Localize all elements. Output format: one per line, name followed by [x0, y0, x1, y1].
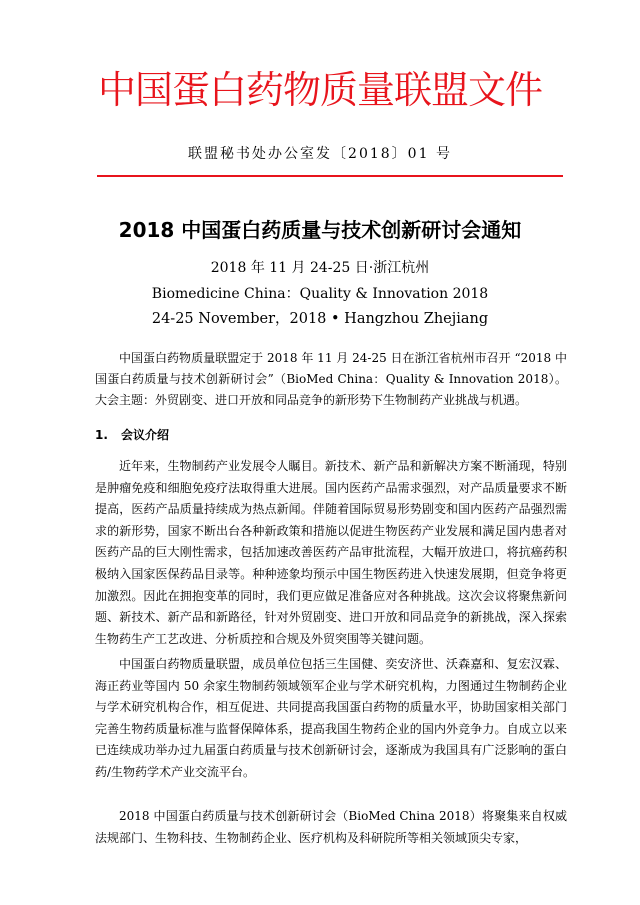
intro-paragraph: 中国蛋白药物质量联盟定于 2018 年 11 月 24-25 日在浙江省杭州市召开 “2018 中国蛋白药质量与技术创新研讨会”（BioMed China：Quality & Innovation 2018）。大会主题：外贸剧变、进口开放和同品竞争的新形势下生物制药产业挑战与机遇。 [95, 351, 567, 407]
red-divider-line [97, 175, 563, 177]
body-paragraph-2: 中国蛋白药物质量联盟，成员单位包括三生国健、奕安济世、沃森嘉和、复宏汉霖、海正药业等国内 50 余家生物制药领域领军企业与学术研究机构，力图通过生物制药企业与学术研究机构合作，相互促进、共同提高我国蛋白药物的质量水平，协助国家相关部门完善生物药质量标准与监督保障体系，提高我国生物药企业的国内外竞争力。自成立以来已连续成功举办过九届蛋白药质量与技术创新研讨会，逐渐成为我国具有广泛影响的蛋白药/生物药学术产业交流平台。 [95, 657, 567, 779]
body-paragraph-3: 2018 中国蛋白药质量与技术创新研讨会（BioMed China 2018）将聚集来自权威法规部门、生物科技、生物制药企业、医疗机构及科研院所等相关领域顶尖专家， [95, 809, 567, 845]
notice-title: 2018 中国蛋白药质量与技术创新研讨会通知 [118, 218, 522, 242]
date-location-cn: 2018 年 11 月 24-25 日·浙江杭州 [210, 260, 430, 276]
date-location-en: 24-25 November，2018 • Hangzhou Zhejiang [151, 311, 489, 327]
document-number: 联盟秘书处办公室发〔2018〕01 号 [188, 146, 452, 162]
body-paragraph-1: 近年来，生物制药产业发展令人瞩目。新技术、新产品和新解决方案不断涌现，特别是肿瘤免疫和细胞免疫疗法取得重大进展。国内医药产品需求强烈，对产品质量要求不断提高，医药产品质量持续成为热点新闻。伴随着国际贸易形势剧变和国内医药产品强烈需求的新形势，国家不断出台各种新政策和措施以促进生物医药产业发展和满足国内患者对医药产品的巨大刚性需求，包括加速改善医药产品审批流程，大幅开放进口，将抗癌药积极纳入国家医保药品目录等。种种迹象均预示中国生物医药进入快速发展期，但竞争将更加激烈。因此在拥抱变革的同时，我们更应做足准备应对各种挑战。这次会议将聚焦新问题、新技术、新产品和新路径，针对外贸剧变、进口开放和同品竞争的新挑战，深入探索生物药生产工艺改进、分析质控和合规及外贸突围等关键问题。 [95, 459, 567, 646]
section-heading-text: 会议介绍 [121, 428, 170, 442]
section-number: 1. [95, 428, 108, 442]
section-heading [95, 424, 169, 446]
english-event-name: Biomedicine China：Quality & Innovation 2018 [151, 286, 489, 302]
document-header-title: 中国蛋白药物质量联盟文件 [97, 68, 542, 112]
